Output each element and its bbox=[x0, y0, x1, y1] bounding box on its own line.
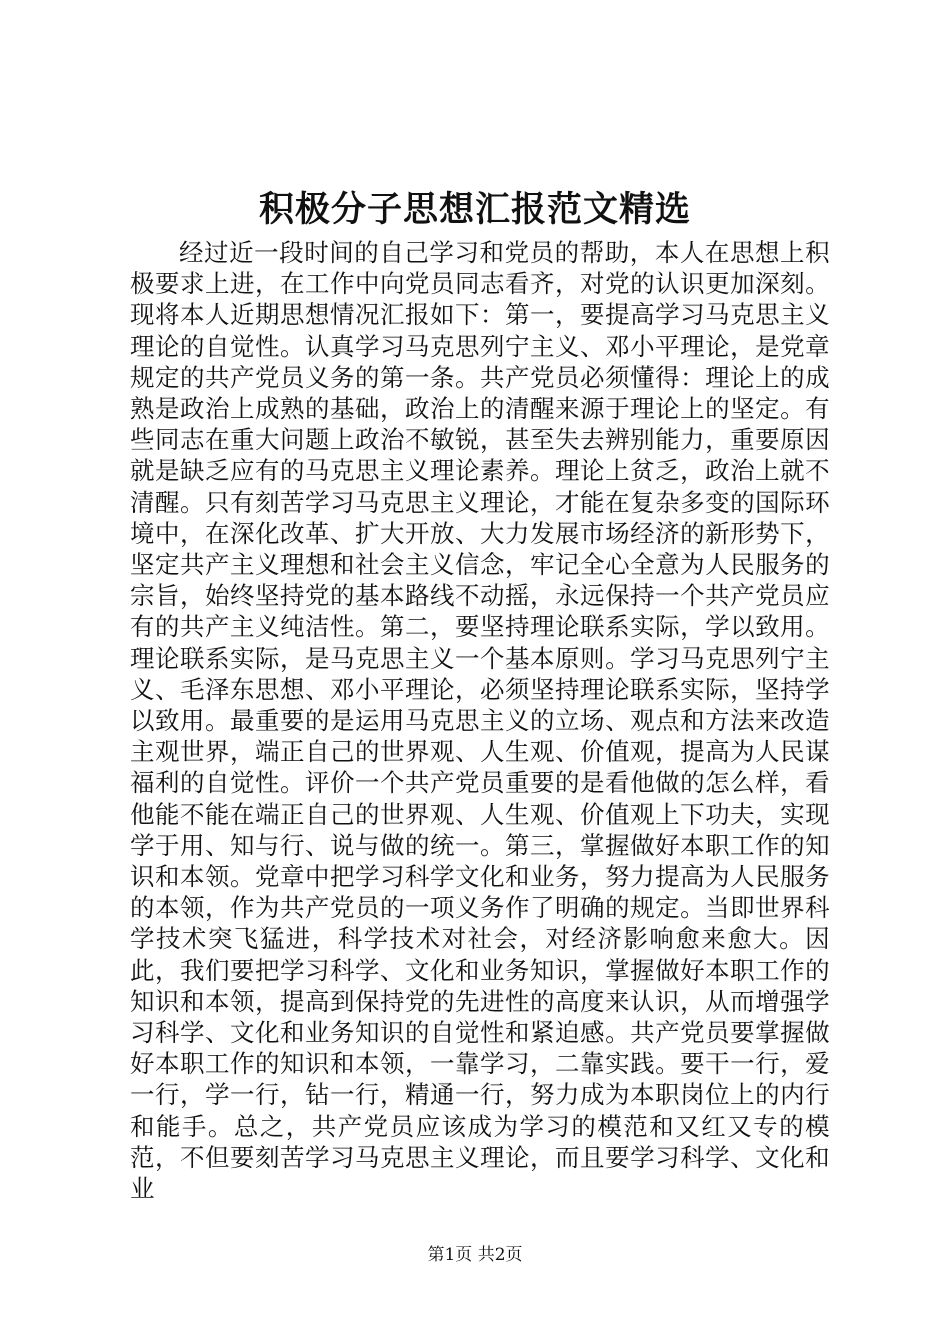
page-number-footer: 第1页 共2页 bbox=[427, 1245, 523, 1265]
document-title: 积极分子思想汇报范文精选 bbox=[258, 189, 691, 230]
document-body-paragraph: 经过近一段时间的自己学习和党员的帮助，本人在思想上积极要求上进，在工作中向党员同志看齐，对党的认识更加深刻。现将本人近期思想情况汇报如下：第一，要提高学习马克思主义理论的自觉性。认真学习马克思列宁主义、邓小平理论，是党章规定的共产党员义务的第一条。共产党员必须懂得：理论上的成熟是政治上成熟的基础，政治上的清醒来源于理论上的坚定。有些同志在重大问题上政治不敏锐，甚至失去辨别能力，重要原因就是缺乏应有的马克思主义理论素养。理论上贫乏，政治上就不清醒。只有刻苦学习马克思主义理论，才能在复杂多变的国际环境中，在深化改革、扩大开放、大力发展市场经济的新形势下，坚定共产主义理想和社会主义信念，牢记全心全意为人民服务的宗旨，始终坚持党的基本路线不动摇，永远保持一个共产党员应有的共产主义纯洁性。第二，要坚持理论联系实际，学以致用。理论联系实际，是马克思主义一个基本原则。学习马克思列宁主义、毛泽东思想、邓小平理论，必须坚持理论联系实际，坚持学以致用。最重要的是运用马克思主义的立场、观点和方法来改造主观世界，端正自己的世界观、人生观、价值观，提高为人民谋福利的自觉性。评价一个共产党员重要的是看他做的怎么样，看他能不能在端正自己的世界观、人生观、价值观上下功夫，实现学于用、知与行、说与做的统一。第三，掌握做好本职工作的知识和本领。党章中把学习科学文化和业务，努力提高为人民服务的本领，作为共产党员的一项义务作了明确的规定。当即世界科学技术突飞猛进，科学技术对社会，对经济影响愈来愈大。因此，我们要把学习科学、文化和业务知识，掌握做好本职工作的知识和本领，提高到保持党的先进性的高度来认识，从而增强学习科学、文化和业务知识的自觉性和紧迫感。共产党员要掌握做好本职工作的知识和本领，一靠学习，二靠实践。要干一行，爱一行，学一行，钻一行，精通一行，努力成为本职岗位上的内行和能手。总之，共产党员应该成为学习的模范和又红又专的模范，不但要刻苦学习马克思主义理论，而且要学习科学、文化和业 bbox=[130, 238, 830, 1204]
